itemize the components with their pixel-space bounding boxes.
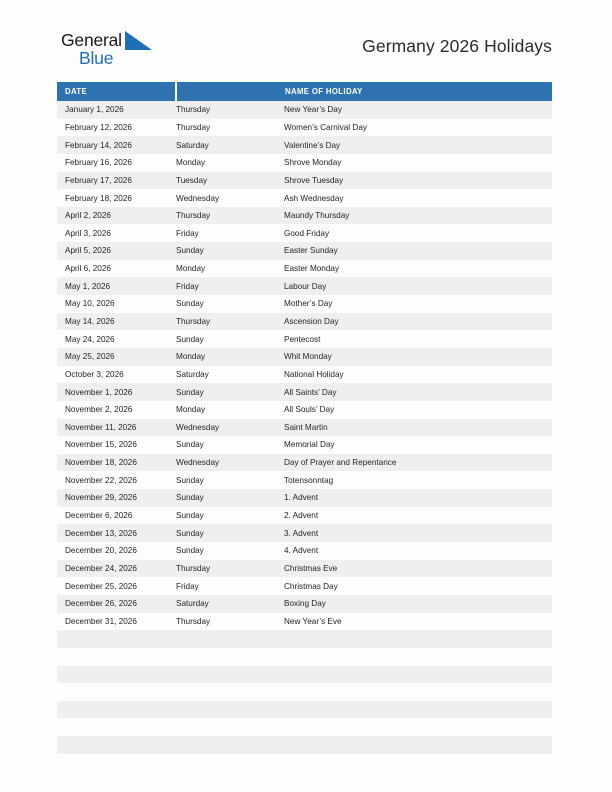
cell-holiday-name [277,701,552,719]
cell-holiday-name: Valentine’s Day [277,136,552,154]
cell-date: April 6, 2026 [57,260,176,278]
triangle-flag-icon [125,31,152,50]
cell-date: October 3, 2026 [57,366,176,384]
cell-holiday-name: All Saints’ Day [277,383,552,401]
cell-day: Wednesday [176,419,277,437]
cell-day: Monday [176,154,277,172]
column-header-day[interactable] [176,82,277,101]
table-row [57,648,552,666]
table-row [57,613,552,631]
cell-day: Friday [176,577,277,595]
cell-day: Saturday [176,366,277,384]
cell-day: Monday [176,260,277,278]
table-row [57,172,552,190]
cell-date: December 31, 2026 [57,613,176,631]
table-row [57,207,552,225]
cell-date: May 25, 2026 [57,348,176,366]
table-row [57,524,552,542]
cell-date: December 20, 2026 [57,542,176,560]
table-row [57,419,552,437]
cell-day [176,630,277,648]
cell-holiday-name: All Souls’ Day [277,401,552,419]
cell-day: Thursday [176,560,277,578]
cell-day: Friday [176,277,277,295]
table-row [57,489,552,507]
cell-day: Tuesday [176,172,277,190]
table-row [57,701,552,719]
table-body [57,101,552,754]
cell-date: December 13, 2026 [57,524,176,542]
table-row [57,542,552,560]
table-row [57,630,552,648]
cell-day: Thursday [176,207,277,225]
table-row [57,683,552,701]
cell-date: December 6, 2026 [57,507,176,525]
cell-holiday-name: 1. Advent [277,489,552,507]
cell-holiday-name: Easter Monday [277,260,552,278]
cell-holiday-name: Boxing Day [277,595,552,613]
cell-date: November 18, 2026 [57,454,176,472]
general-blue-logo[interactable] [61,30,156,72]
cell-day: Monday [176,401,277,419]
table-row [57,277,552,295]
page-header [57,26,552,74]
table-row [57,189,552,207]
cell-date [57,666,176,684]
cell-date [57,736,176,754]
cell-date: February 18, 2026 [57,189,176,207]
cell-date: December 25, 2026 [57,577,176,595]
cell-day: Saturday [176,595,277,613]
cell-day: Friday [176,224,277,242]
cell-day [176,683,277,701]
cell-date: April 2, 2026 [57,207,176,225]
table-row [57,348,552,366]
cell-date: January 1, 2026 [57,101,176,119]
cell-day: Sunday [176,507,277,525]
cell-holiday-name: 4. Advent [277,542,552,560]
table-row [57,366,552,384]
cell-day [176,648,277,666]
cell-date: May 24, 2026 [57,330,176,348]
table-row [57,595,552,613]
cell-holiday-name [277,666,552,684]
cell-holiday-name: 3. Advent [277,524,552,542]
cell-holiday-name: Women’s Carnival Day [277,119,552,137]
cell-day: Sunday [176,383,277,401]
cell-date: May 1, 2026 [57,277,176,295]
cell-holiday-name: Good Friday [277,224,552,242]
cell-holiday-name: Shrove Monday [277,154,552,172]
cell-holiday-name: Saint Martin [277,419,552,437]
cell-holiday-name: New Year’s Day [277,101,552,119]
table-row [57,136,552,154]
cell-day: Monday [176,348,277,366]
cell-holiday-name: Shrove Tuesday [277,172,552,190]
cell-date [57,701,176,719]
page-title: Germany 2026 Holidays [362,36,552,56]
cell-day: Thursday [176,101,277,119]
cell-holiday-name: 2. Advent [277,507,552,525]
cell-holiday-name: National Holiday [277,366,552,384]
cell-holiday-name: Ascension Day [277,313,552,331]
cell-day: Thursday [176,119,277,137]
cell-day: Sunday [176,242,277,260]
cell-day: Sunday [176,330,277,348]
cell-date: November 15, 2026 [57,436,176,454]
cell-day: Saturday [176,136,277,154]
cell-holiday-name: Christmas Day [277,577,552,595]
table-row [57,295,552,313]
cell-date: April 3, 2026 [57,224,176,242]
cell-holiday-name [277,736,552,754]
cell-date: November 2, 2026 [57,401,176,419]
cell-day [176,736,277,754]
cell-day: Wednesday [176,189,277,207]
cell-date [57,718,176,736]
table-header [57,82,552,101]
cell-holiday-name: Day of Prayer and Repentance [277,454,552,472]
table-row [57,436,552,454]
table-row [57,401,552,419]
cell-day [176,701,277,719]
table-row [57,154,552,172]
cell-holiday-name [277,683,552,701]
table-row [57,330,552,348]
column-header-name-of-holiday[interactable]: NAME OF HOLIDAY [277,82,552,101]
table-row [57,242,552,260]
table-row [57,718,552,736]
table-row [57,577,552,595]
table-row [57,119,552,137]
cell-date: November 11, 2026 [57,419,176,437]
cell-holiday-name: Totensonntag [277,471,552,489]
cell-day: Wednesday [176,454,277,472]
cell-date: November 29, 2026 [57,489,176,507]
cell-date: May 14, 2026 [57,313,176,331]
cell-holiday-name: Christmas Eve [277,560,552,578]
table-row [57,666,552,684]
cell-holiday-name [277,630,552,648]
cell-holiday-name [277,718,552,736]
cell-day: Sunday [176,436,277,454]
cell-holiday-name: Maundy Thursday [277,207,552,225]
cell-date: May 10, 2026 [57,295,176,313]
cell-holiday-name: New Year’s Eve [277,613,552,631]
logo-word-blue: Blue [79,48,114,68]
table-header-row [57,82,552,101]
table-row [57,101,552,119]
cell-date: February 17, 2026 [57,172,176,190]
cell-holiday-name [277,648,552,666]
cell-date: November 22, 2026 [57,471,176,489]
cell-date: December 26, 2026 [57,595,176,613]
cell-day [176,666,277,684]
cell-holiday-name: Easter Sunday [277,242,552,260]
cell-day: Thursday [176,613,277,631]
cell-holiday-name: Whit Monday [277,348,552,366]
cell-day: Sunday [176,524,277,542]
cell-date [57,683,176,701]
cell-date: February 16, 2026 [57,154,176,172]
cell-date: November 1, 2026 [57,383,176,401]
cell-day: Sunday [176,542,277,560]
cell-date: December 24, 2026 [57,560,176,578]
cell-holiday-name: Ash Wednesday [277,189,552,207]
cell-date: February 12, 2026 [57,119,176,137]
table-row [57,260,552,278]
table-row [57,471,552,489]
table-row [57,560,552,578]
cell-day: Sunday [176,471,277,489]
table-row [57,736,552,754]
cell-day [176,718,277,736]
cell-date: February 14, 2026 [57,136,176,154]
table-row [57,313,552,331]
cell-date [57,648,176,666]
table-row [57,507,552,525]
cell-date: April 5, 2026 [57,242,176,260]
cell-day: Thursday [176,313,277,331]
cell-holiday-name: Mother’s Day [277,295,552,313]
cell-holiday-name: Memorial Day [277,436,552,454]
table-row [57,224,552,242]
cell-date [57,630,176,648]
column-header-date[interactable]: DATE [57,82,176,101]
cell-holiday-name: Labour Day [277,277,552,295]
logo-word-general: General [61,30,122,50]
cell-day: Sunday [176,295,277,313]
table-row [57,454,552,472]
cell-day: Sunday [176,489,277,507]
holidays-table [57,82,552,754]
cell-holiday-name: Pentecost [277,330,552,348]
table-row [57,383,552,401]
